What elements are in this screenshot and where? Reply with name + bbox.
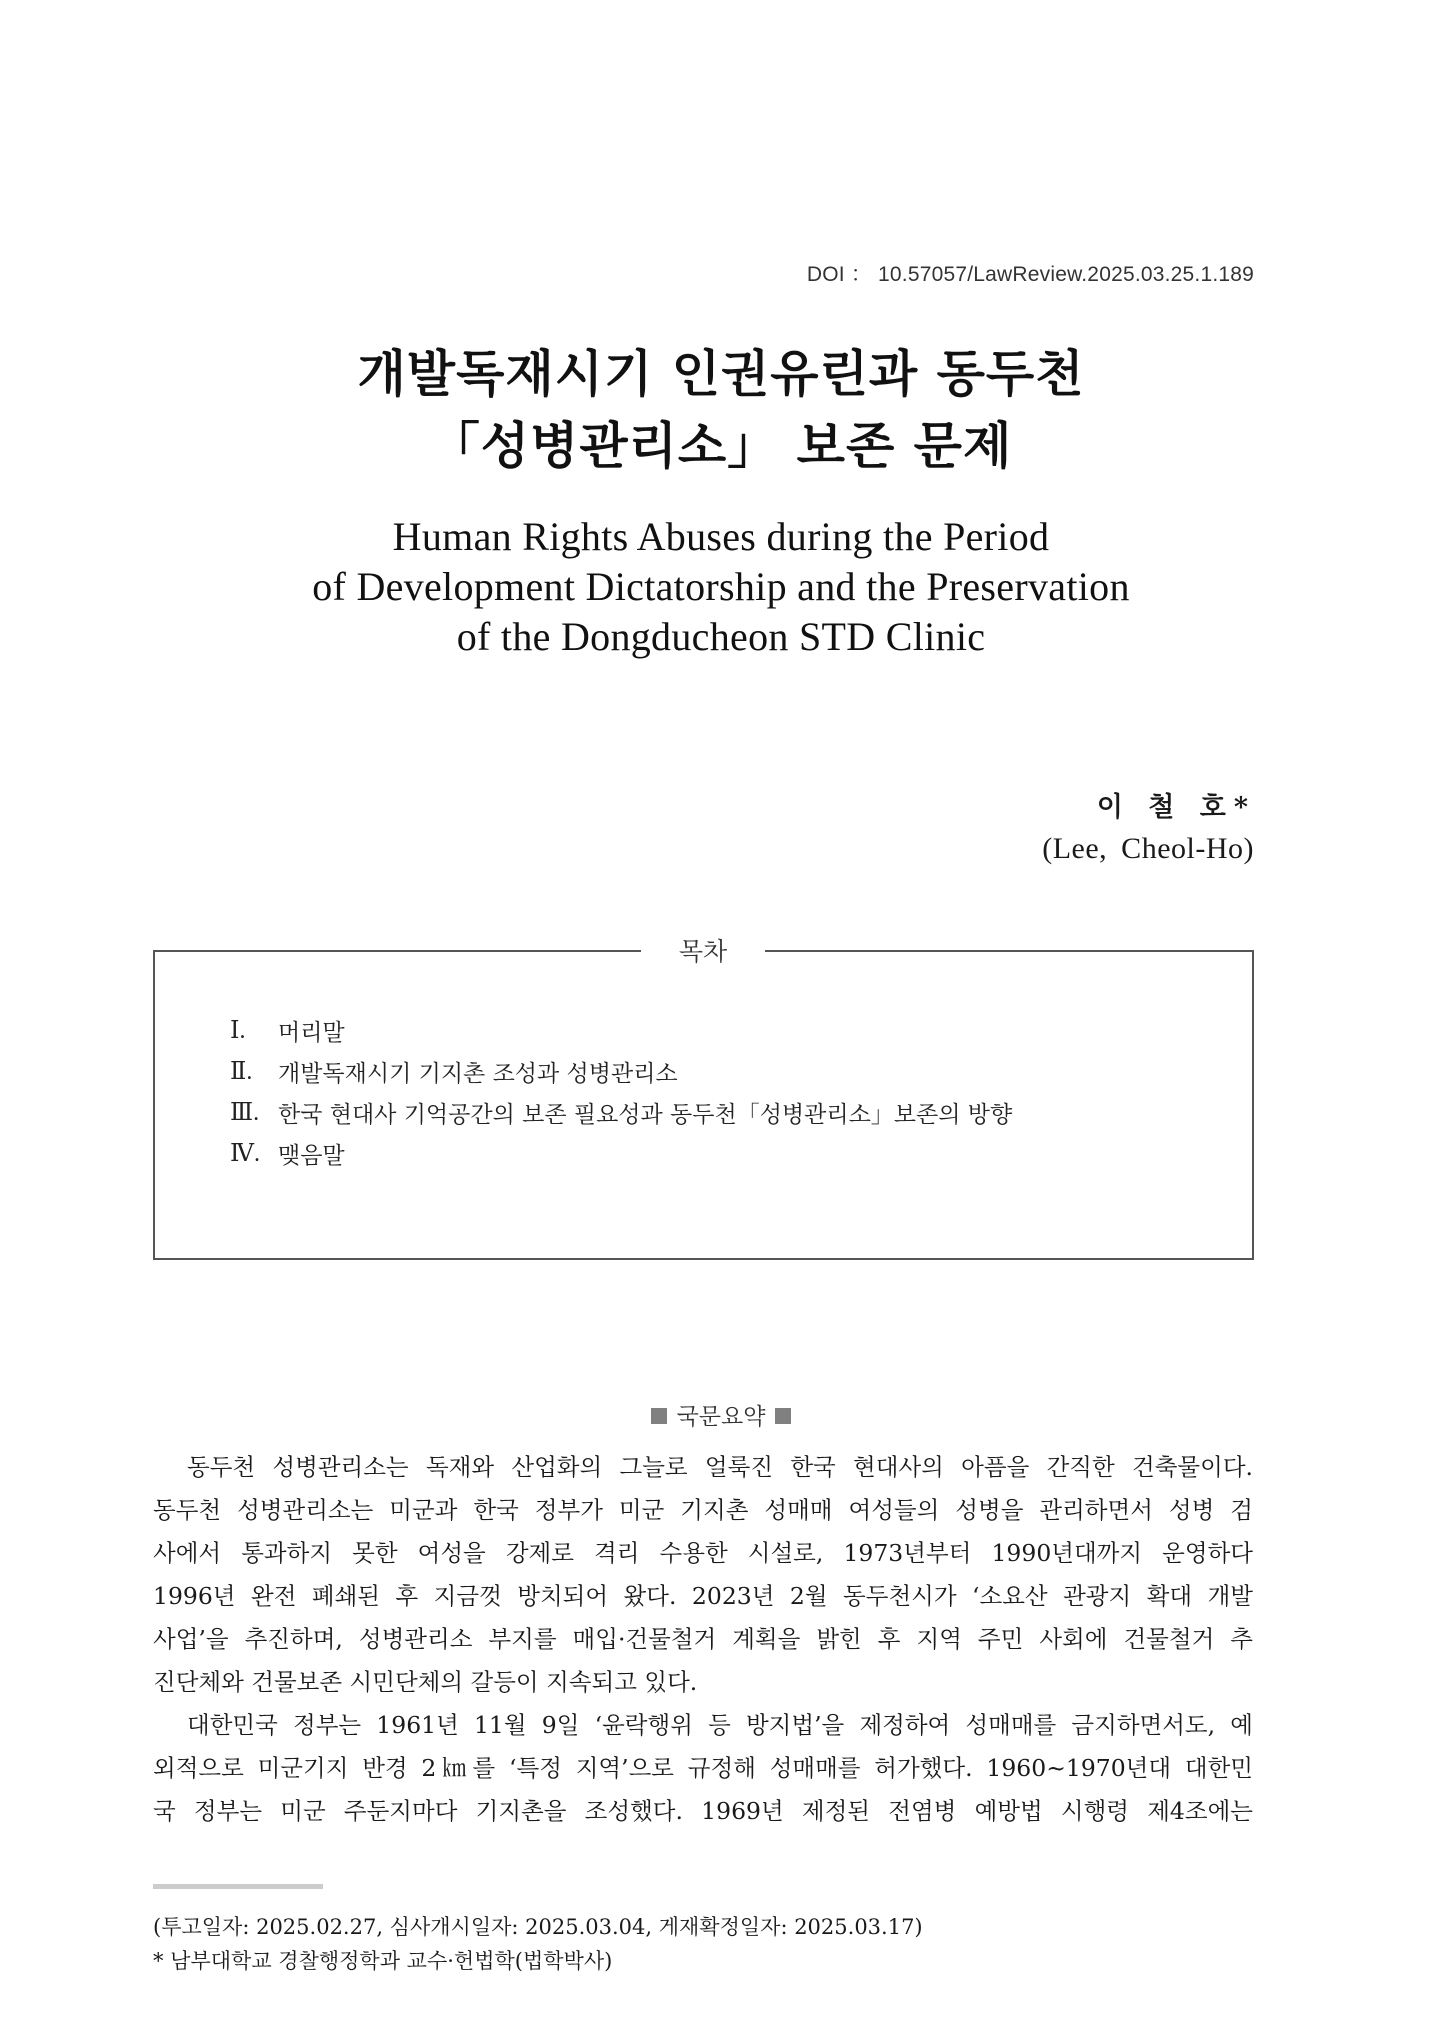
author-name-korean: 이 철 호* [1096, 792, 1256, 823]
abstract-heading-label: 국문요약 [676, 1404, 766, 1430]
abstract-line: 외적으로 미군기지 반경 2㎞를 ‘특정 지역’으로 규정해 성매매를 허가했다. 1960~1970년대 대한민 [153, 1754, 1253, 1782]
abstract-body [153, 1446, 1253, 1833]
footnote-affiliation: * 남부대학교 경찰행정학과 교수·헌법학(법학박사) [153, 1949, 613, 1973]
toc-title: 목차 [678, 937, 728, 966]
english-title-line-3: of the Dongducheon STD Clinic [456, 614, 986, 659]
korean-title-line-1: 개발독재시기 인권유린과 동두천 [357, 345, 1085, 403]
abstract-line: 국 정부는 미군 주둔지마다 기지촌을 조성했다. 1969년 제정된 전염병 예방법 시행령 제4조에는 [153, 1797, 1253, 1825]
toc-item [230, 1133, 1012, 1174]
author-block [1042, 788, 1254, 870]
footnote-divider [153, 1884, 323, 1889]
toc-item-number: Ⅳ. [230, 1141, 260, 1167]
author-name-english: (Lee, Cheol-Ho) [1042, 832, 1254, 865]
english-title-line-1: Human Rights Abuses during the Period [392, 514, 1050, 559]
korean-title-line-2: 「성병관리소」 보존 문제 [429, 417, 1013, 475]
footnotes [153, 1910, 923, 1978]
toc-item [230, 1051, 1012, 1092]
toc-item [230, 1010, 1012, 1051]
toc-item-label: 머리말 [278, 1020, 345, 1046]
english-title-line-2: of Development Dictatorship and the Preservation [312, 564, 1130, 609]
toc-item-label: 개발독재시기 기지촌 조성과 성병관리소 [278, 1061, 678, 1087]
abstract-line: 동두천 성병관리소는 독재와 산업화의 그늘로 얼룩진 한국 현대사의 아픔을 간직한 건축물이다. [187, 1453, 1253, 1481]
abstract-line: 동두천 성병관리소는 미군과 한국 정부가 미군 기지촌 성매매 여성들의 성병을 관리하면서 성병 검 [153, 1496, 1253, 1524]
toc-item-number: Ⅲ. [230, 1100, 260, 1126]
toc-item-label: 한국 현대사 기억공간의 보존 필요성과 동두천「성병관리소」보존의 방향 [278, 1102, 1013, 1128]
doi-label: DOI ： 10.57057/LawReview.2025.03.25.1.189 [806, 263, 1254, 286]
toc-item-label: 맺음말 [278, 1143, 345, 1169]
toc-item [230, 1092, 1012, 1133]
toc-item-number: Ⅱ. [230, 1059, 253, 1085]
abstract-line: 진단체와 건물보존 시민단체의 갈등이 지속되고 있다. [153, 1668, 698, 1696]
square-bullet-icon [651, 1408, 667, 1424]
square-bullet-icon [775, 1408, 791, 1424]
toc-list [230, 1010, 1012, 1174]
abstract-heading [0, 1398, 1442, 1431]
abstract-line: 사업’을 추진하며, 성병관리소 부지를 매입·건물철거 계획을 밝힌 후 지역 주민 사회에 건물철거 추 [153, 1625, 1253, 1653]
korean-title [0, 338, 1442, 482]
toc-item-number: Ⅰ. [230, 1018, 246, 1044]
english-title [0, 512, 1442, 662]
abstract-line: 1996년 완전 폐쇄된 후 지금껏 방치되어 왔다. 2023년 2월 동두천시가 ‘소요산 관광지 확대 개발 [153, 1582, 1253, 1610]
footnote-dates: (투고일자: 2025.02.27, 심사개시일자: 2025.03.04, 게재확정일자: 2025.03.17) [153, 1915, 923, 1939]
abstract-line: 대한민국 정부는 1961년 11월 9일 ‘윤락행위 등 방지법’을 제정하여 성매매를 금지하면서도, 예 [187, 1711, 1253, 1739]
abstract-line: 사에서 통과하지 못한 여성을 강제로 격리 수용한 시설로, 1973년부터 1990년대까지 운영하다 [153, 1539, 1253, 1567]
